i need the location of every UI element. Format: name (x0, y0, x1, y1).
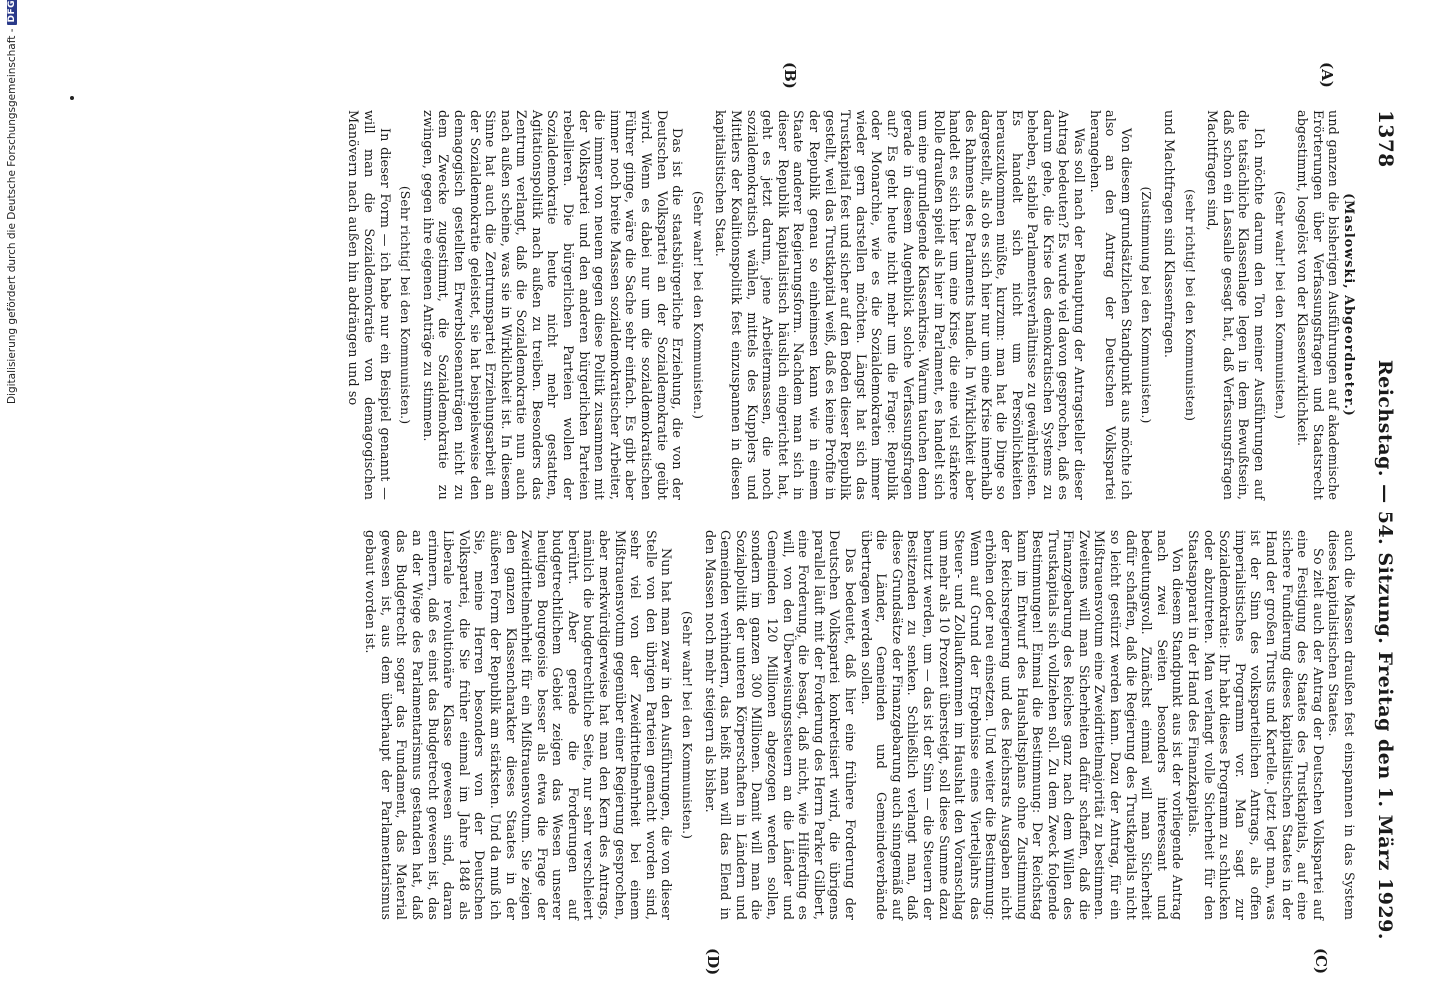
interjection: (Sehr richtig! bei den Kommunisten.) (398, 185, 414, 425)
interjection: (Sehr wahr! bei den Kommunisten.) (680, 610, 696, 840)
credit-text: Digitalisierung gefördert durch die Deutsche Forschungsgemeinschaft - (6, 28, 18, 405)
paragraph: Ich möchte darum den Ton meiner Ausführungen auf die tatsächliche Klassenlage legen in dem Bewußtsein, daß schon ein Lassalle gesagt hat, daß Verfassungsfragen Machtfragen sind, (1204, 110, 1267, 500)
interjection: (sehr richtig! bei den Kommunisten) (1182, 188, 1198, 422)
interjection: (Sehr wahr! bei den Kommunisten.) (690, 190, 706, 420)
interjection: (Sehr wahr! bei den Kommunisten.) (1272, 190, 1288, 420)
paragraph: und ganzen die bisherigen Ausführungen auf akademische Erörterungen über Verfassungsfragen und Staatsrecht abgestimmt, losgelöst von der Klassenwirklichkeit. (1294, 110, 1341, 500)
paragraph: Das ist die staatsbürgerliche Erziehung, die von der Deutschen Volkspartei an der Sozialdemokratie geübt wird. Wenn es dabei nur um die sozialdemokratischen Führer ginge, wäre die Sache sehr einfach. Es gibt aber immer noch breite Massen sozialdemokratischer Arbeiter, die immer von neuem gegen diese Politik zusammen mit der Volkspartei und den anderen bürgerlichen Parteien rebellieren. Die bürgerlichen Parteien wollen der Sozialdemokratie heute nicht mehr gestatten, Agitationspolitik nach außen zu treiben. Besonders das Zentrum verlangt, daß die Sozialdemokratie nun auch nach außen scheine, was sie in Wirklichkeit ist. In diesem Sinne hat auch die Zentrumspartei Erziehungsarbeit an der Sozialdemokratie geleistet, sie hat beispielsweise den demagogisch gestellten Erwerbslosenanträgen nicht zu dem Zwecke zugestimmt, die Sozialdemokratie zu zwingen, gegen ihre eigenen Anträge zu stimmen. (419, 110, 685, 500)
paragraph: In dieser Form — ich habe nur ein Beispiel genannt — will man die Sozialdemokratie von demagogischen Manövern nach außen hin abdrängen und so (345, 110, 392, 500)
running-title: Reichstag. — 54. Sitzung. Freitag den 1. März 1929. (1374, 359, 1396, 940)
margin-marker-d: (D) (704, 948, 722, 976)
paragraph: Von diesem grundsätzlichen Standpunkt aus möchte ich also an den Antrag der Deutschen Volkspartei herangehen. (1086, 110, 1133, 500)
stray-dot (70, 96, 74, 100)
right-column (362, 530, 1356, 920)
interjection: (Zustimmung bei den Kommunisten.) (1139, 186, 1155, 424)
paragraph: Das bedeutet, daß hier eine frühere Forderung der Deutschen Volkspartei konkretisiert wird, die übrigens parallel läuft mit der Forderung des Herrn Parker Gilbert, eine Forderung, die besagt, daß nicht, wie Hilferding es will, von den Überweisungssteuern an die Länder und Gemeinden 120 Millionen abgezogen werden sollen, sondern im ganzen 300 Millionen. Damit will man die Sozialpolitik der unteren Körperschaften in Ländern und Gemeinden verhindern, das heißt man will das Elend in den Massen noch mehr steigern als bisher. (701, 530, 857, 920)
paragraph: Nun hat man zwar in den Ausführungen, die von dieser Stelle von den übrigen Parteien gemacht worden sind, sehr viel von der Zweidrittelmehrheit bei einem Mißtrauensvotum gegenüber einer Regierung gesprochen, aber merkwürdigerweise hat man den Kern des Antrags, nämlich die budgetrechtliche Seite, nur sehr verschleiert berührt. Aber gerade die Forderungen auf budgetrechtlichem Gebiet zeigen das Wesen unserer heutigen Bourgeoisie besser als etwa die Frage der Zweidrittelmehrheit für ein Mißtrauensvotum. Sie zeigen den ganzen Klassencharakter dieses Staates in der äußeren Form der Republik am stärksten. Und da muß ich Sie, meine Herren besonders von der Deutschen Volkspartei, die Sie früher einmal im Jahre 1848 als Liberale revolutionäre Klasse gewesen sind, daran erinnern, daß es einst das Budgetrecht gewesen ist, das an der Wiege des Parlamentarismus gestanden hat, daß das Budgetrecht sogar das Fundament, das Material gewesen ist, aus dem überhaupt der Parlamentarismus gebaut worden ist. (362, 530, 674, 920)
paragraph: So zielt auch der Antrag der Deutschen Volkspartei auf eine Festigung des Staates des Trustkapitals, auf eine sichere Fundierung dieses kapitalistischen Staates in der Hand der großen Trusts und Kartelle. Jetzt legt man, was ist der Sinn des volksparteilichen Antrags, als offen imperialistisches Programm vor. Man sagt zur Sozialdemokratie: Ihr habt dieses Programm zu schlucken oder abzutreten. Man verlangt volle Sicherheit für den Staatsapparat in der Hand des Finanzkapitals. (1185, 530, 1325, 920)
left-column (345, 110, 1356, 500)
page-number: 1378 (1374, 110, 1398, 168)
speaker-label: (Maslowski, Abgeordneter.) (1341, 193, 1356, 417)
margin-marker-c: (C) (1312, 948, 1330, 975)
dfg-logo: DFG (7, 0, 17, 23)
digitization-credit (2, 0, 22, 998)
page-header (1368, 110, 1398, 940)
paragraph: auch die Massen draußen fest einspannen in das System dieses kapitalistischen Staates. (1325, 530, 1356, 920)
paragraph: Was soll nach der Behauptung der Antragsteller dieser Antrag bedeuten? Es wurde viel davon gesprochen, daß es darum gehe, die Krise des demokratischen Systems zu beheben, stabile Parlamentsverhältnisse zu gewährleisten. Es handelt sich nicht um Persönlichkeiten herauszukommen müßte, kurzum: man hat die Dinge so dargestellt, als ob es sich hier nur um eine Krise innerhalb des Rahmens des Parlaments handle. In Wirklichkeit aber handelt es sich hier um eine Krise, die eine viel stärkere Rolle draußen spielt als hier im Parlament, es handelt sich um eine grundlegende Klassenkrise. Warum tauchen denn gerade in diesem Augenblick solche Verfassungsfragen auf? Es geht heute nicht mehr um die Frage: Republik oder Monarchie, wie es die Sozialdemokraten immer wieder gern darstellen möchten. Längst hat sich das Trustkapital fest und sicher auf den Boden dieser Republik gestellt, weil das Trustkapital weiß, daß es keine Profite in der Republik genau so einheimsen kann wie in einem Staate anderer Regierungsform. Nachdem man sich in dieser Republik kapitalistisch häuslich eingerichtet hat, geht es jetzt darum, jene Arbeitermassen, die noch sozialdemokratisch wählen, mittels des Kupplers und Mittlers der Koalitionspolitik fest einzuspannen in diesen kapitalistischen Staat. (712, 110, 1087, 500)
speaker-note (1340, 110, 1356, 500)
margin-marker-a: (A) (1318, 62, 1336, 88)
margin-marker-b: (B) (781, 62, 799, 89)
paragraph: Von diesem Standpunkt aus ist der vorliegende Antrag nach zwei Seiten besonders interessant und bedeutungsvoll. Zunächst einmal will man Sicherheit dafür schaffen, daß die Regierung des Trustkapitals nicht so leicht gestürzt werden kann. Dazu der Antrag, für ein Mißtrauensvotum eine Zweidrittelmajorität zu bestimmen. Zweitens will man Sicherheiten dafür schaffen, daß die Finanzgebarung des Reiches ganz nach dem Willen des Trustkapitals sich vollziehen soll. Zu dem Zweck folgende Bestimmungen! Einmal die Bestimmung: Der Reichstag kann im Entwurf des Haushaltsplans ohne Zustimmung der Reichsregierung und des Reichsrats Ausgaben nicht erhöhen oder neu einsetzen. Und weiter die Bestimmung: Wenn auf Grund der Ergebnisse eines Vierteljahrs das Steuer- und Zollaufkommen im Haushalt den Voranschlag um mehr als 10 Prozent übersteigt, soll diese Summe dazu benutzt werden, um — das ist der Sinn — die Steuern der Besitzenden zu senken. Schließlich verlangt man, daß diese Grundsätze der Finanzgebarung auch sinngemäß auf die Länder, Gemeinden und Gemeindeverbände übertragen werden sollen. (857, 530, 1185, 920)
paragraph: und Machtfragen sind Klassenfragen. (1161, 110, 1177, 359)
